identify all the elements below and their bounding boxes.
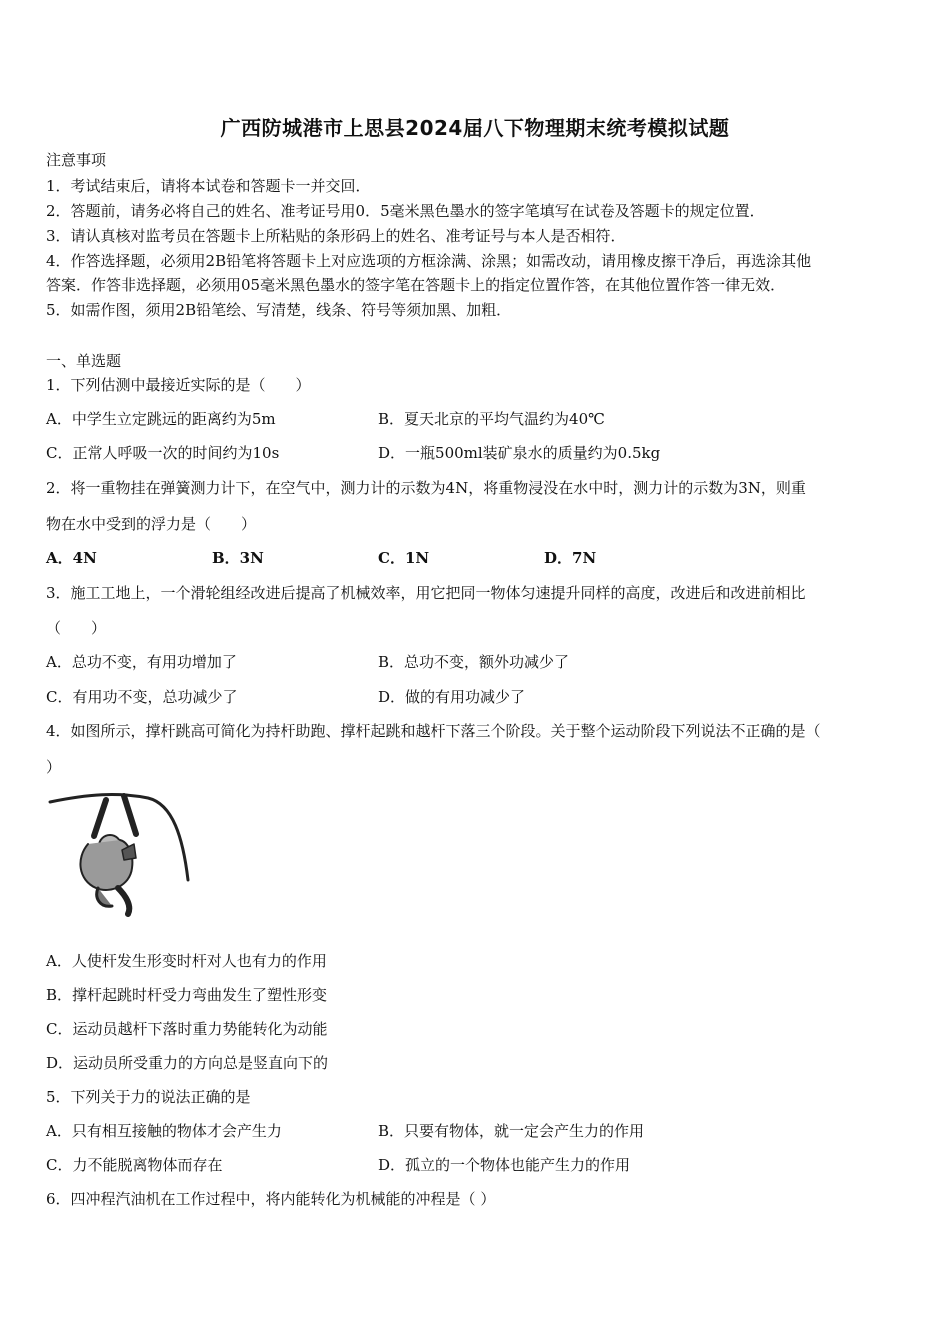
question-6-stem: 6．四冲程汽油机在工作过程中，将内能转化为机械能的冲程是（ ） (46, 1190, 496, 1208)
question-4-stem-cont: ） (46, 758, 62, 776)
q3-option-c: C．有用功不变，总功减少了 (46, 688, 238, 706)
note-item: 4．作答选择题，必须用2B铅笔将答题卡上对应选项的方框涂满、涂黑；如需改动，请用橡皮擦干净后，再选涂其他 (46, 252, 812, 270)
question-4-stem: 4．如图所示，撑杆跳高可简化为持杆助跑、撑杆起跳和越杆下落三个阶段。关于整个运动阶段下列说法不正确的是（ (46, 722, 821, 740)
q3-option-d: D．做的有用功减少了 (378, 688, 526, 706)
q4-option-c: C．运动员越杆下落时重力势能转化为动能 (46, 1020, 328, 1038)
question-1-stem: 1．下列估测中最接近实际的是（ ） (46, 376, 311, 394)
q4-option-d: D．运动员所受重力的方向总是竖直向下的 (46, 1054, 329, 1072)
q3-option-b: B．总功不变，额外功减少了 (378, 653, 570, 671)
q2-option-c: C．1N (378, 549, 430, 567)
q1-option-d: D．一瓶500ml装矿泉水的质量约为0.5kg (378, 444, 661, 462)
q5-option-d: D．孤立的一个物体也能产生力的作用 (378, 1156, 631, 1174)
q4-option-b: B．撑杆起跳时杆受力弯曲发生了塑性形变 (46, 986, 328, 1004)
note-item: 答案．作答非选择题，必须用05毫米黑色墨水的签字笔在答题卡上的指定位置作答，在其他位置作答一律无效． (46, 276, 786, 294)
q1-option-a: A．中学生立定跳远的距离约为5m (46, 410, 276, 428)
question-3-stem-cont: （ ） (46, 619, 107, 637)
q5-option-b: B．只要有物体，就一定会产生力的作用 (378, 1122, 645, 1140)
pole-vault-figure (48, 788, 198, 918)
page-title: 广西防城港市上思县2024届八下物理期末统考模拟试题 (220, 116, 730, 140)
note-item: 5．如需作图，须用2B铅笔绘、写清楚，线条、符号等须加黑、加粗． (46, 301, 512, 319)
question-2-stem: 2．将一重物挂在弹簧测力计下，在空气中，测力计的示数为4N，将重物浸没在水中时，测力计的示数为3N，则重 (46, 479, 806, 497)
q5-option-c: C．力不能脱离物体而存在 (46, 1156, 223, 1174)
q2-option-b: B．3N (212, 549, 264, 567)
q1-option-b: B．夏天北京的平均气温约为40℃ (378, 410, 605, 428)
q5-option-a: A．只有相互接触的物体才会产生力 (46, 1122, 282, 1140)
question-3-stem: 3．施工工地上，一个滑轮组经改进后提高了机械效率，用它把同一物体匀速提升同样的高度，改进后和改进前相比 (46, 584, 806, 602)
section-heading: 一、单选题 (46, 352, 122, 370)
question-5-stem: 5．下列关于力的说法正确的是 (46, 1088, 251, 1106)
q3-option-a: A．总功不变，有用功增加了 (46, 653, 237, 671)
notes-heading: 注意事项 (46, 151, 107, 169)
q2-option-d: D．7N (544, 549, 597, 567)
note-item: 2．答题前，请务必将自己的姓名、准考证号用0．5毫米黑色墨水的签字笔填写在试卷及答题卡的规定位置． (46, 202, 765, 220)
note-item: 1．考试结束后，请将本试卷和答题卡一并交回． (46, 177, 371, 195)
question-2-stem-cont: 物在水中受到的浮力是（ ） (46, 515, 257, 533)
note-item: 3．请认真核对监考员在答题卡上所粘贴的条形码上的姓名、准考证号与本人是否相符． (46, 227, 626, 245)
q1-option-c: C．正常人呼吸一次的时间约为10s (46, 444, 280, 462)
q4-option-a: A．人使杆发生形变时杆对人也有力的作用 (46, 952, 327, 970)
q2-option-a: A．4N (46, 549, 97, 567)
